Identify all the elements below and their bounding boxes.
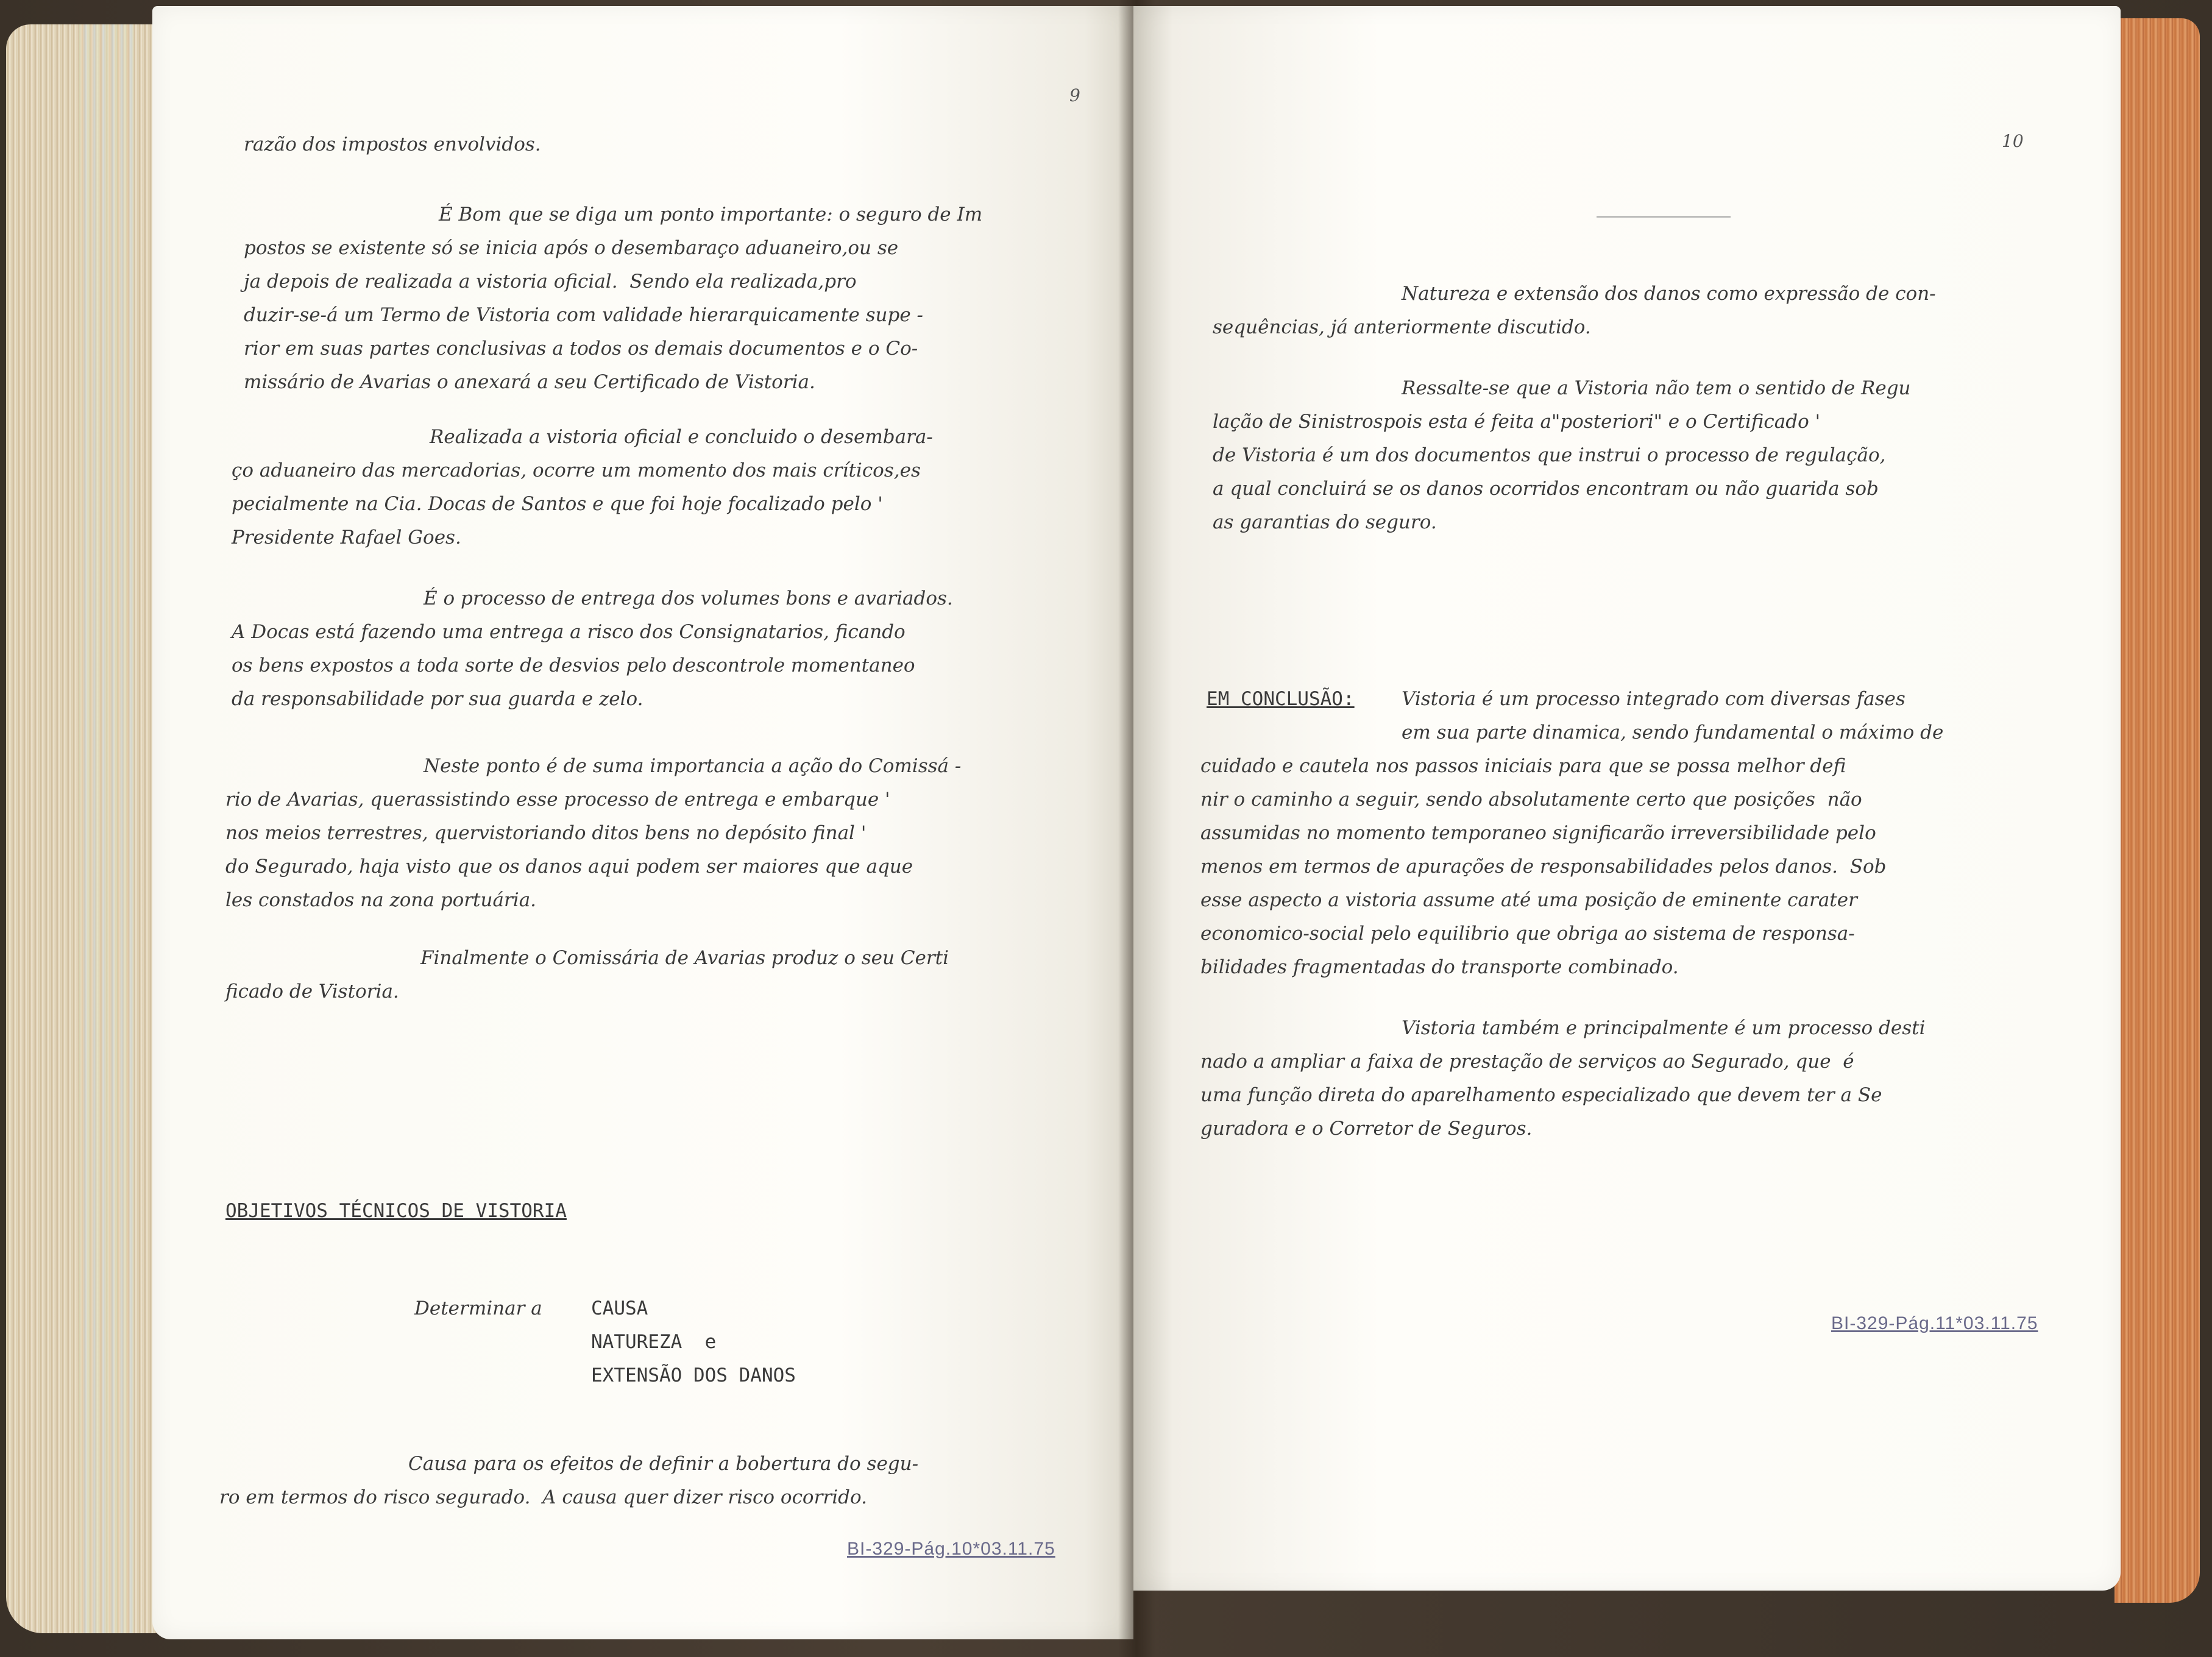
text-line: de Vistoria é um dos documentos que instrui o processo de regulação, bbox=[1213, 444, 1886, 466]
page-number: 9 bbox=[1069, 85, 1080, 105]
text-line: cuidado e cautela nos passos iniciais para que se possa melhor defi bbox=[1200, 755, 1846, 777]
text-line: Ressalte-se que a Vistoria não tem o sentido de Regu bbox=[1402, 377, 1911, 399]
text-line: os bens expostos a toda sorte de desvios pelo descontrole momentaneo bbox=[232, 655, 915, 676]
text-line: economico-social pelo equilibrio que obriga ao sistema de responsa- bbox=[1200, 923, 1855, 945]
conclusion-label: EM CONCLUSÃO: bbox=[1207, 688, 1355, 710]
text-line: da responsabilidade por sua guarda e zelo. bbox=[232, 688, 643, 710]
text-line: Realizada a vistoria oficial e concluido o desembara- bbox=[430, 426, 933, 448]
text-line: rio de Avarias, querassistindo esse processo de entrega e embarque ' bbox=[225, 789, 890, 811]
divider bbox=[1597, 216, 1731, 218]
text-line: ro em termos do risco segurado. A causa quer dizer risco ocorrido. bbox=[219, 1486, 867, 1508]
text-line: Presidente Rafael Goes. bbox=[232, 527, 461, 548]
reference-code: BI-329-Pág.10*03.11.75 bbox=[847, 1539, 1055, 1559]
text-line: Causa para os efeitos de definir a bobertura do segu- bbox=[408, 1453, 919, 1475]
text-line: uma função direta do aparelhamento especializado que devem ter a Se bbox=[1200, 1084, 1882, 1106]
text-line: lação de Sinistrospois esta é feita a"posteriori" e o Certificado ' bbox=[1213, 411, 1821, 433]
text-line: Neste ponto é de suma importancia a ação do Comissá - bbox=[424, 755, 962, 777]
text-line: ço aduaneiro das mercadorias, ocorre um momento dos mais críticos,es bbox=[232, 459, 921, 481]
text-line: assumidas no momento temporaneo significarão irreversibilidade pelo bbox=[1200, 822, 1876, 844]
text-line: do Segurado, haja visto que os danos aqui podem ser maiores que aque bbox=[225, 856, 913, 878]
list-item: CAUSA bbox=[591, 1297, 648, 1319]
text-line: nado a ampliar a faixa de prestação de serviços ao Segurado, que é bbox=[1200, 1051, 1854, 1073]
text-line: Finalmente o Comissária de Avarias produz o seu Certi bbox=[420, 947, 949, 969]
page-number: 10 bbox=[2002, 131, 2024, 151]
text-line: menos em termos de apurações de responsabilidades pelos danos. Sob bbox=[1200, 856, 1887, 878]
text-line: nos meios terrestres, quervistoriando ditos bens no depósito final ' bbox=[225, 822, 867, 844]
text-line: guradora e o Corretor de Seguros. bbox=[1200, 1118, 1533, 1140]
reference-code: BI-329-Pág.11*03.11.75 bbox=[1831, 1313, 2038, 1333]
left-page bbox=[152, 6, 1133, 1639]
text-line: razão dos impostos envolvidos. bbox=[244, 133, 541, 155]
text-line: rior em suas partes conclusivas a todos os demais documentos e o Co- bbox=[244, 338, 918, 360]
right-page bbox=[1133, 6, 2121, 1591]
text-line: a qual concluirá se os danos ocorridos encontram ou não guarida sob bbox=[1213, 478, 1879, 500]
text-line: missário de Avarias o anexará a seu Certificado de Vistoria. bbox=[244, 371, 815, 393]
text-line: Determinar a bbox=[414, 1297, 542, 1319]
text-line: sequências, já anteriormente discutido. bbox=[1213, 316, 1591, 338]
text-line: bilidades fragmentadas do transporte combinado. bbox=[1200, 956, 1679, 978]
text-line: Natureza e extensão dos danos como expressão de con- bbox=[1402, 283, 1936, 305]
section-heading: OBJETIVOS TÉCNICOS DE VISTORIA bbox=[225, 1200, 567, 1222]
text-line: ficado de Vistoria. bbox=[225, 981, 399, 1002]
text-line: les constados na zona portuária. bbox=[225, 889, 537, 911]
text-line: duzir-se-á um Termo de Vistoria com validade hierarquicamente supe - bbox=[244, 304, 924, 326]
text-line: em sua parte dinamica, sendo fundamental o máximo de bbox=[1402, 722, 1944, 743]
text-line: Vistoria também e principalmente é um processo desti bbox=[1402, 1017, 1926, 1039]
text-line: nir o caminho a seguir, sendo absolutamente certo que posições não bbox=[1200, 789, 1862, 811]
text-line: postos se existente só se inicia após o desembaraço aduaneiro,ou se bbox=[244, 237, 899, 259]
text-line: as garantias do seguro. bbox=[1213, 511, 1437, 533]
page-block-right-edge bbox=[2115, 18, 2200, 1603]
text-line: Vistoria é um processo integrado com diversas fases bbox=[1402, 688, 1905, 710]
text-line: A Docas está fazendo uma entrega a risco dos Consignatarios, ficando bbox=[232, 621, 906, 643]
text-line: pecialmente na Cia. Docas de Santos e que foi hoje focalizado pelo ' bbox=[232, 493, 883, 515]
text-line: É o processo de entrega dos volumes bons e avariados. bbox=[424, 587, 953, 609]
text-line: esse aspecto a vistoria assume até uma posição de eminente carater bbox=[1200, 889, 1857, 911]
list-item: NATUREZA e bbox=[591, 1331, 717, 1353]
text-line: ja depois de realizada a vistoria oficial. Sendo ela realizada,pro bbox=[244, 271, 857, 293]
text-line: É Bom que se diga um ponto importante: o seguro de Im bbox=[439, 204, 983, 225]
list-item: EXTENSÃO DOS DANOS bbox=[591, 1364, 796, 1386]
